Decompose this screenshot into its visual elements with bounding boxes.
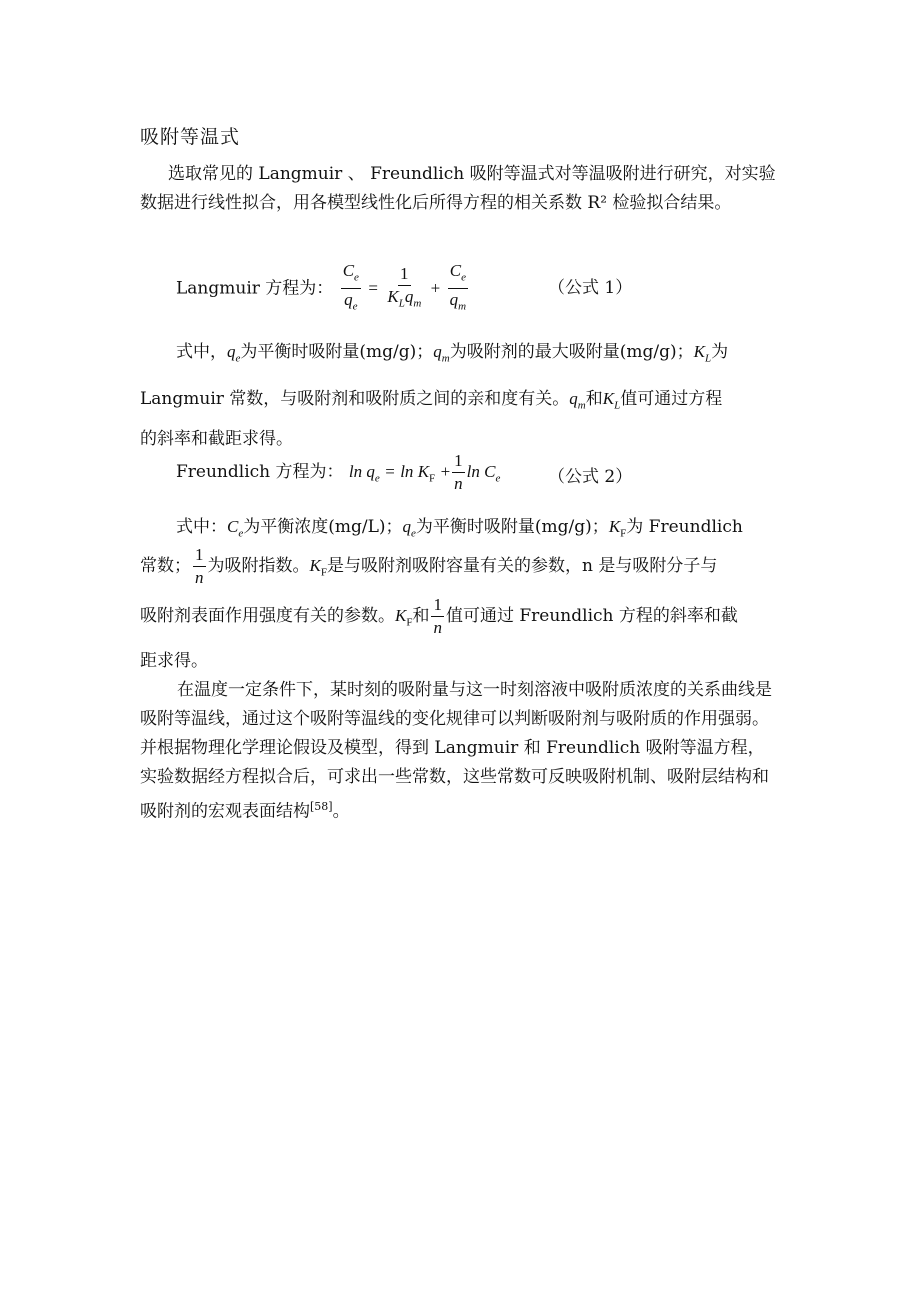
eq2-def-fraction: $\frac{1}{n}$ <box>195 545 204 587</box>
freundlich-equation: Freundlich 方程为： $\ln q_e = \ln K_F$ + $\frac{1}{n}$ $\ln C_e$ <box>176 451 501 493</box>
eq2-def-line4: 距求得。 <box>140 651 208 671</box>
eq1-def-line1: 式中，$q_e$为平衡时吸附量(mg/g)；$q_m$为吸附剂的最大吸附量(mg/g)；$K_L$为 <box>176 342 729 365</box>
eq1-term2-fraction: $\frac{C_e}{q_m}$ <box>449 261 467 313</box>
eq2-def-line1: 式中：$C_e$为平衡浓度(mg/L)；$q_e$为平衡时吸附量(mg/g)；$K_F$为 Freundlich <box>176 517 743 540</box>
eq1-def-line2: Langmuir 常数，与吸附剂和吸附质之间的亲和度有关。$q_m$和$K_L$值可通过方程 <box>140 389 723 412</box>
intro-paragraph: 选取常见的 Langmuir 、 Freundlich 吸附等温式对等温吸附进行研究，对实验数据进行线性拟合，用各模型线性化后所得方程的相关系数 R² 检验拟合结果。 <box>140 164 776 213</box>
eq2-fraction: $\frac{1}{n}$ <box>454 451 463 493</box>
citation-ref: [58] <box>310 800 333 813</box>
eq2-def-line2: 常数； $\frac{1}{n}$ 为吸附指数。$K_F$是与吸附剂吸附容量有关的参数，n 是与吸附分子与 <box>140 545 718 587</box>
eq1-def-line3: 的斜率和截距求得。 <box>140 429 293 449</box>
langmuir-equation: Langmuir 方程为： $\frac{C_e}{q_e}$ = $\frac{1}{K_Lq_m}$ + $\frac{C_e}{q_m}$ <box>176 262 470 316</box>
eq2-label: Freundlich 方程为： <box>176 462 344 482</box>
eq1-tag: （公式 1） <box>548 278 633 298</box>
eq1-label: Langmuir 方程为： <box>176 278 334 299</box>
section-heading: 吸附等温式 <box>140 126 241 148</box>
eq2-def-fraction-2: $\frac{1}{n}$ <box>433 595 442 637</box>
eq1-lhs-fraction: $\frac{C_e}{q_e}$ <box>342 261 359 313</box>
final-paragraph: 在温度一定条件下，某时刻的吸附量与这一时刻溶液中吸附质浓度的关系曲线是吸附等温线，通过这个吸附等温线的变化规律可以判断吸附剂与吸附质的作用强弱。并根据物理化学理论假设及模型，得到 Langmuir 和 Freundlich 吸附等温方程，实验数据经方程拟合后，可求出一些常数，这些常数可反映吸附机制、吸附层结构和吸附剂的宏观表面结构[58]。 <box>140 680 772 822</box>
eq2-def-line3: 吸附剂表面作用强度有关的参数。$K_F$和 $\frac{1}{n}$ 值可通过 Freundlich 方程的斜率和截 <box>140 595 738 637</box>
eq2-tag: （公式 2） <box>548 467 633 487</box>
eq1-term1-fraction: $\frac{1}{K_Lq_m}$ <box>387 264 422 310</box>
